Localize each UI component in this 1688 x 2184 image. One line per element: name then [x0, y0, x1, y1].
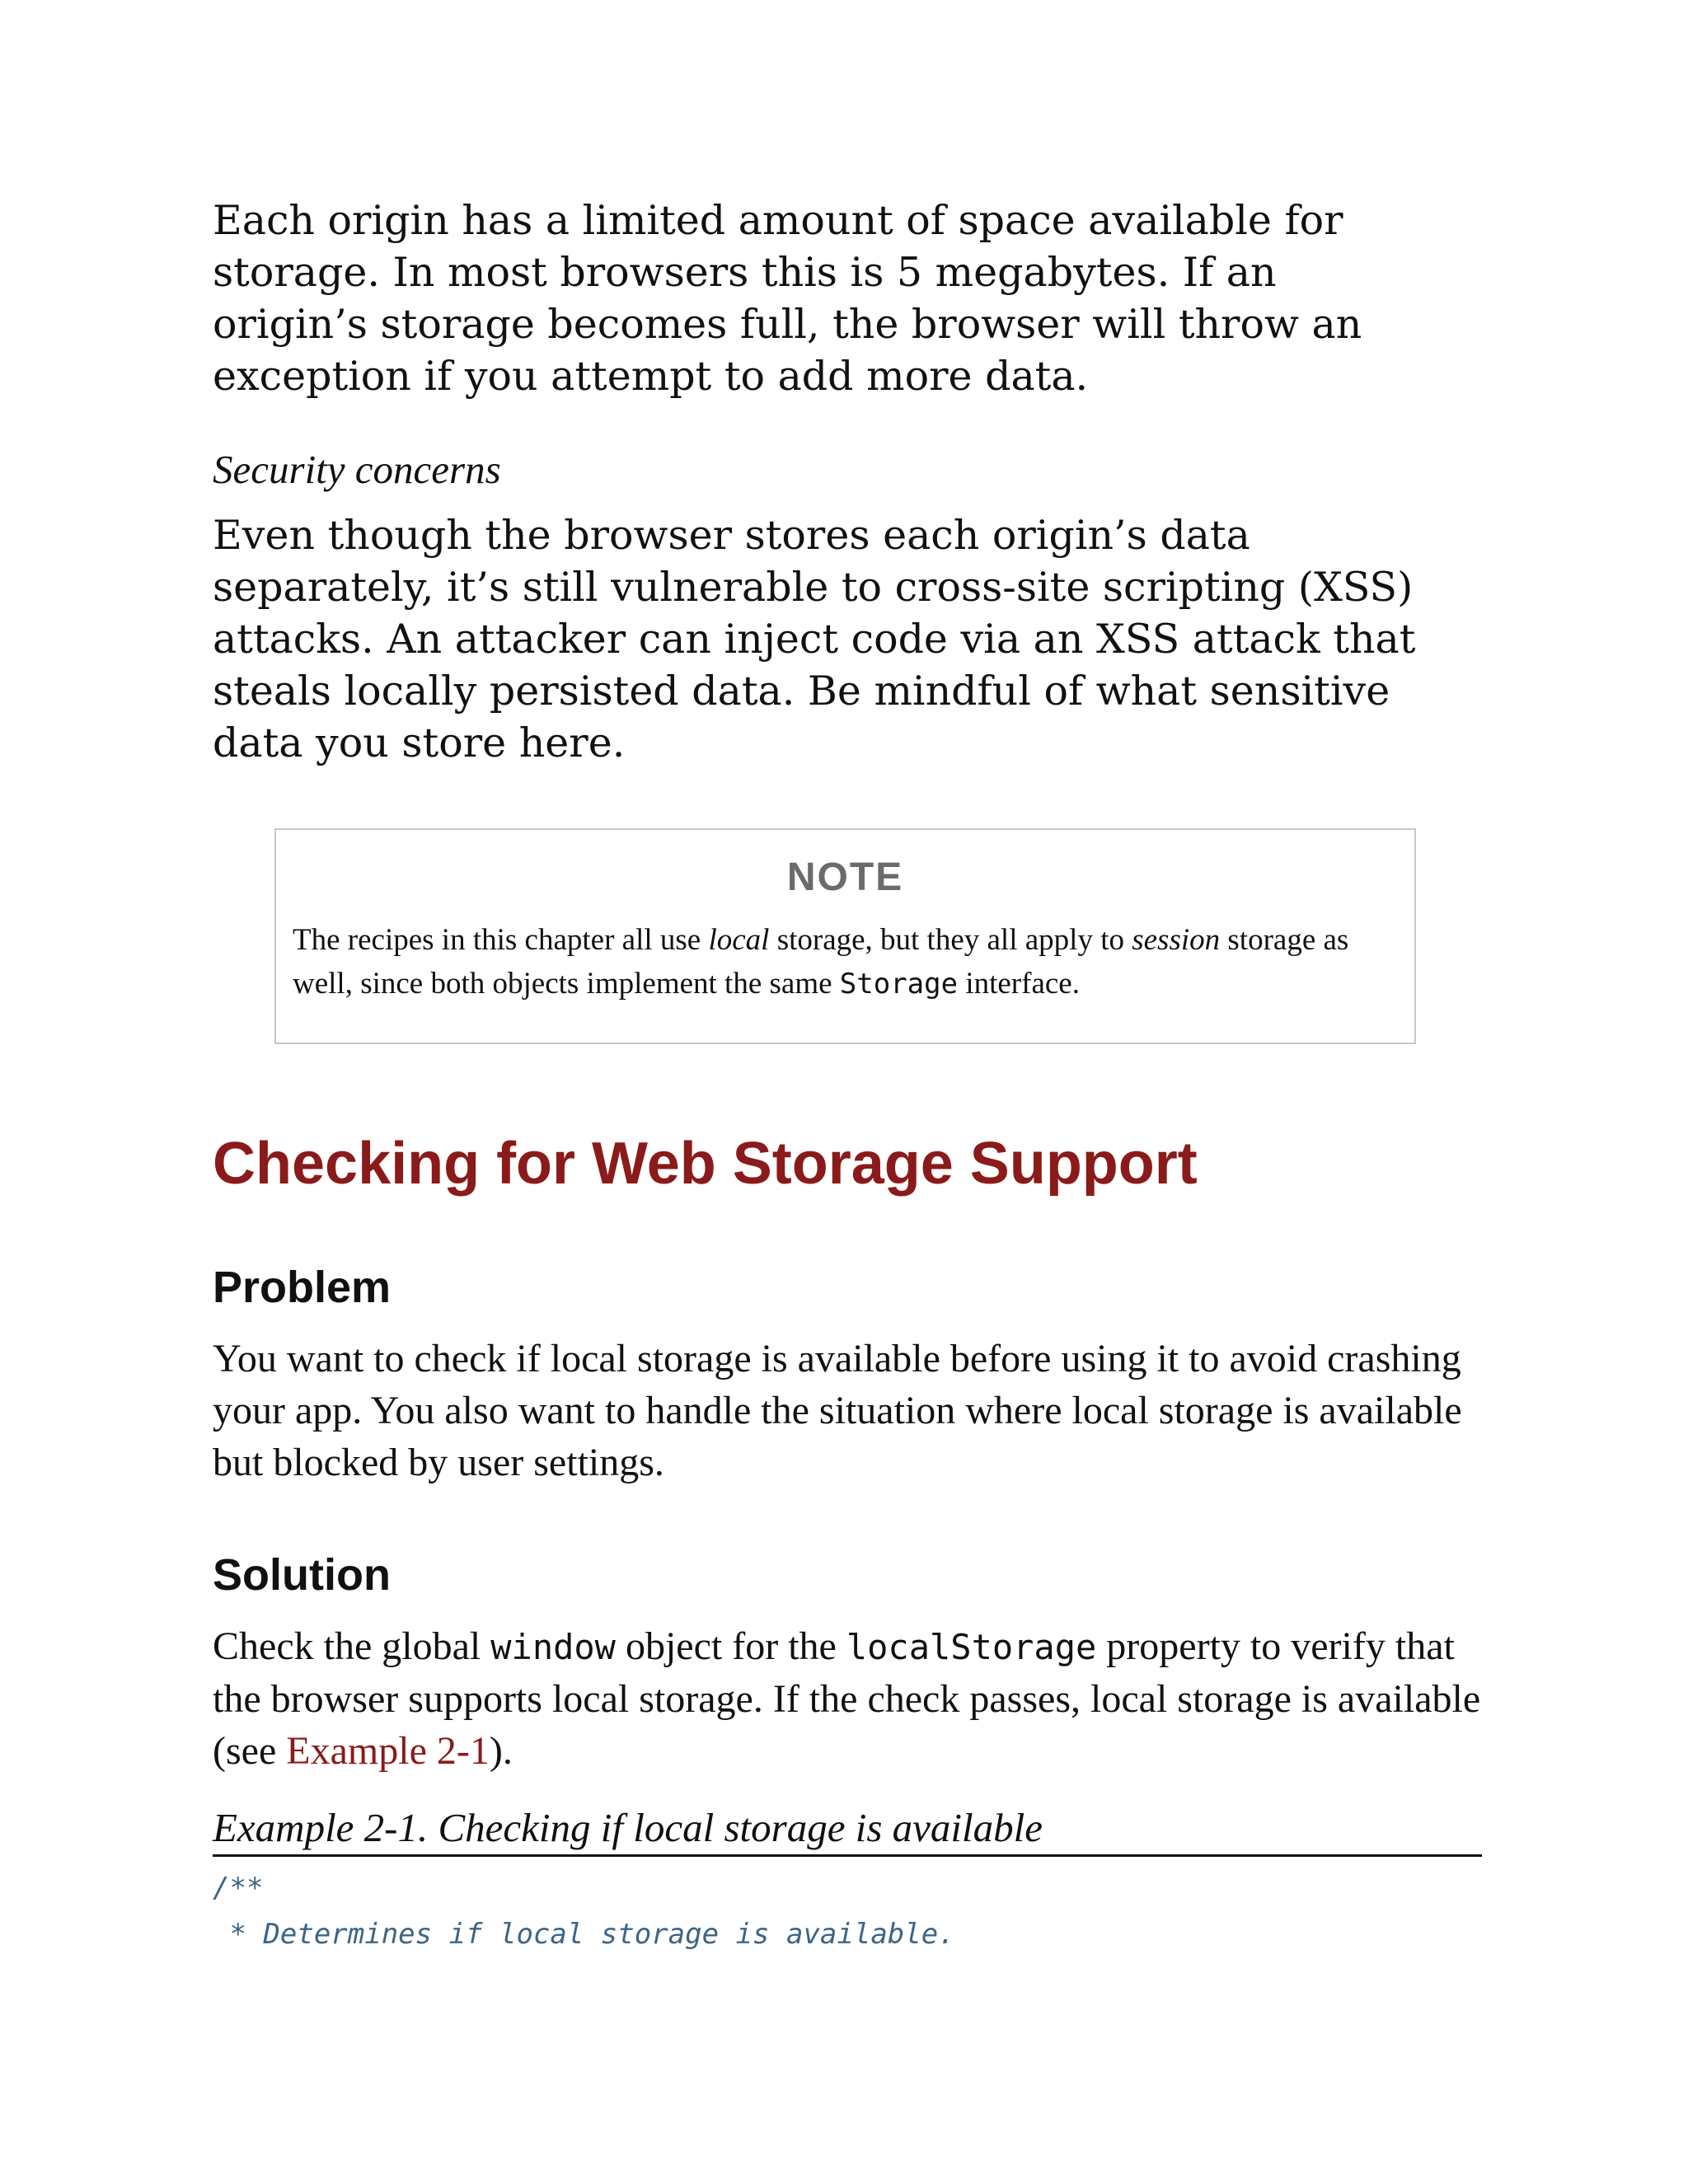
localstorage-code: localStorage	[846, 1627, 1097, 1667]
note-storage-code: Storage	[839, 968, 959, 1001]
example-caption: Example 2-1. Checking if local storage is available	[213, 1803, 1482, 1857]
security-concerns-paragraph: Even though the browser stores each origin’s data separately, it’s still vulnerable to cross-site scripting (XSS) attacks. An attacker can inject code via an XSS attack that steals locally persisted data. Be mindful of what sensitive data you store here.	[213, 512, 1416, 766]
note-session-emphasis: session	[1132, 923, 1221, 957]
code-block	[213, 1865, 1482, 1957]
note-title: NOTE	[786, 855, 904, 899]
note-box	[274, 828, 1416, 1044]
note-local-emphasis: local	[708, 923, 770, 957]
problem-heading: Problem	[213, 1263, 392, 1312]
example-2-1-link[interactable]: Example 2-1	[286, 1729, 490, 1773]
window-code: window	[490, 1627, 616, 1667]
code-line: /**	[213, 1872, 264, 1905]
note-text: The recipes in this chapter all use local storage, but they all apply to session storage as well, since both objects implement the same Storage interface.	[293, 923, 1349, 1001]
solution-paragraph: Check the global window object for the localStorage property to verify that the browser supports local storage. If the check passes, local storage is available (see Example 2-1).	[213, 1624, 1481, 1773]
storage-limit-paragraph: Each origin has a limited amount of space available for storage. In most browsers this is 5 megabytes. If an origin’s storage becomes full, the browser will throw an exception if you attempt to add more data.	[213, 197, 1362, 400]
problem-paragraph: You want to check if local storage is available before using it to avoid crashing your app. You also want to handle the situation where local storage is available but blocked by user settings.	[213, 1337, 1462, 1484]
code-line: * Determines if local storage is available.	[213, 1918, 955, 1951]
section-title: Checking for Web Storage Support	[213, 1131, 1198, 1197]
security-concerns-term: Security concerns	[213, 447, 501, 492]
page-content	[213, 194, 1482, 1957]
solution-heading: Solution	[213, 1550, 391, 1600]
